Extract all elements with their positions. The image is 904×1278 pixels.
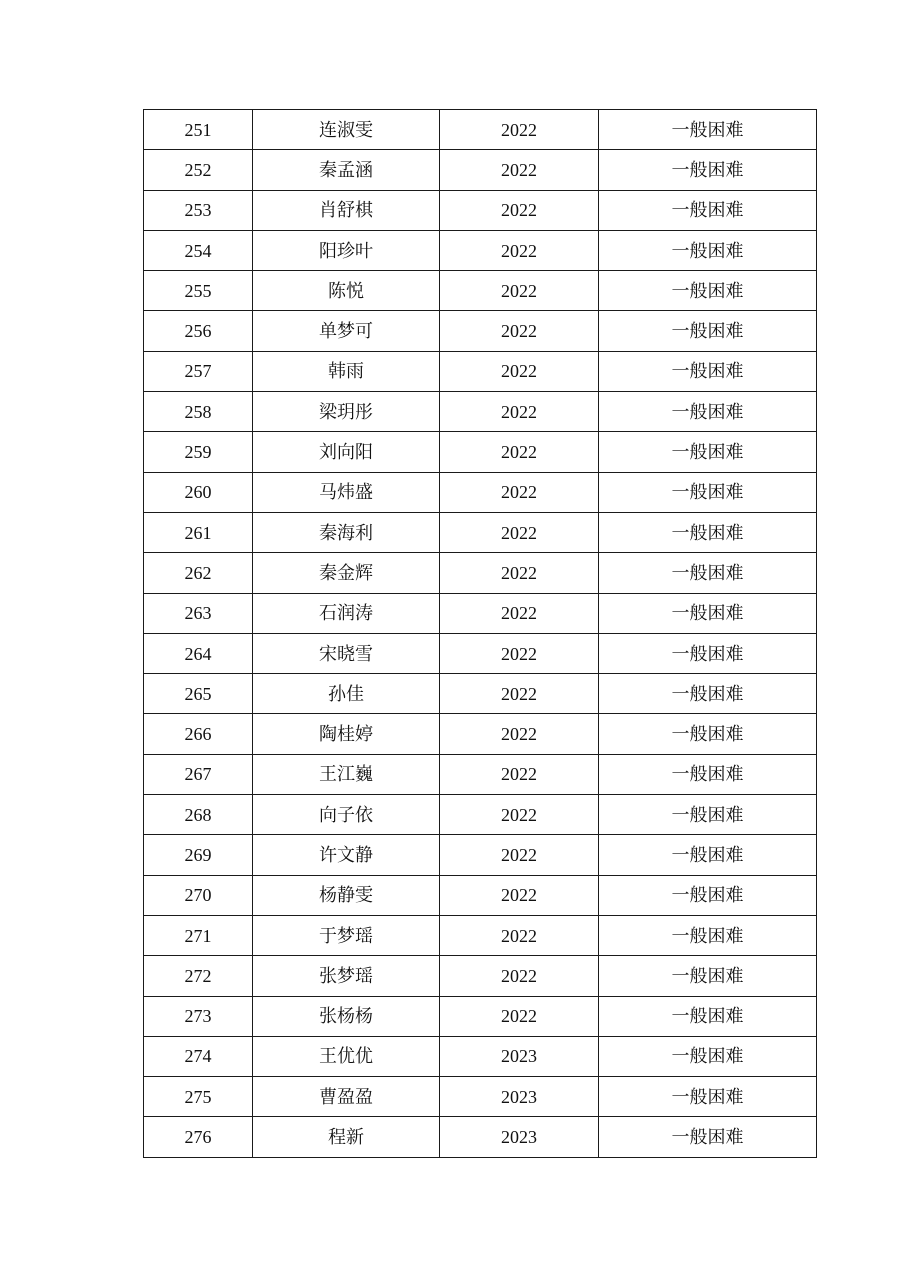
difficulty-level-cell: 一般困难	[599, 230, 817, 270]
difficulty-level-cell: 一般困难	[599, 311, 817, 351]
row-number-cell: 262	[144, 553, 253, 593]
year-cell: 2022	[440, 150, 599, 190]
table-row	[144, 512, 817, 552]
year-cell: 2022	[440, 472, 599, 512]
row-number-cell: 268	[144, 795, 253, 835]
difficulty-level-cell: 一般困难	[599, 633, 817, 673]
row-number-cell: 270	[144, 875, 253, 915]
student-name-cell: 陈悦	[253, 271, 440, 311]
difficulty-level-cell: 一般困难	[599, 432, 817, 472]
difficulty-level-cell: 一般困难	[599, 392, 817, 432]
table-row	[144, 835, 817, 875]
table-row	[144, 432, 817, 472]
roster-table	[143, 109, 817, 1158]
table-row	[144, 593, 817, 633]
student-name-cell: 宋晓雪	[253, 633, 440, 673]
table-row	[144, 311, 817, 351]
table-row	[144, 875, 817, 915]
table-row	[144, 472, 817, 512]
year-cell: 2023	[440, 1077, 599, 1117]
difficulty-level-cell: 一般困难	[599, 351, 817, 391]
student-name-cell: 于梦瑶	[253, 915, 440, 955]
year-cell: 2022	[440, 674, 599, 714]
student-name-cell: 韩雨	[253, 351, 440, 391]
table-row	[144, 230, 817, 270]
difficulty-level-cell: 一般困难	[599, 674, 817, 714]
year-cell: 2022	[440, 593, 599, 633]
year-cell: 2022	[440, 190, 599, 230]
row-number-cell: 271	[144, 915, 253, 955]
student-name-cell: 石润涛	[253, 593, 440, 633]
difficulty-level-cell: 一般困难	[599, 190, 817, 230]
table-row	[144, 956, 817, 996]
student-name-cell: 曹盈盈	[253, 1077, 440, 1117]
table-row	[144, 795, 817, 835]
row-number-cell: 274	[144, 1036, 253, 1076]
student-name-cell: 马炜盛	[253, 472, 440, 512]
row-number-cell: 272	[144, 956, 253, 996]
table-row	[144, 392, 817, 432]
difficulty-level-cell: 一般困难	[599, 271, 817, 311]
student-name-cell: 肖舒棋	[253, 190, 440, 230]
row-number-cell: 276	[144, 1117, 253, 1157]
student-name-cell: 秦金辉	[253, 553, 440, 593]
student-name-cell: 王优优	[253, 1036, 440, 1076]
row-number-cell: 266	[144, 714, 253, 754]
student-name-cell: 陶桂婷	[253, 714, 440, 754]
difficulty-level-cell: 一般困难	[599, 1077, 817, 1117]
table-row	[144, 150, 817, 190]
year-cell: 2022	[440, 392, 599, 432]
year-cell: 2022	[440, 795, 599, 835]
student-name-cell: 刘向阳	[253, 432, 440, 472]
difficulty-level-cell: 一般困难	[599, 553, 817, 593]
student-name-cell: 杨静雯	[253, 875, 440, 915]
row-number-cell: 251	[144, 110, 253, 150]
difficulty-level-cell: 一般困难	[599, 754, 817, 794]
row-number-cell: 253	[144, 190, 253, 230]
difficulty-level-cell: 一般困难	[599, 593, 817, 633]
year-cell: 2022	[440, 230, 599, 270]
table-row	[144, 1077, 817, 1117]
difficulty-level-cell: 一般困难	[599, 915, 817, 955]
difficulty-level-cell: 一般困难	[599, 714, 817, 754]
student-name-cell: 秦海利	[253, 512, 440, 552]
row-number-cell: 260	[144, 472, 253, 512]
table-row	[144, 674, 817, 714]
row-number-cell: 275	[144, 1077, 253, 1117]
student-name-cell: 向子依	[253, 795, 440, 835]
row-number-cell: 252	[144, 150, 253, 190]
year-cell: 2023	[440, 1036, 599, 1076]
year-cell: 2022	[440, 110, 599, 150]
difficulty-level-cell: 一般困难	[599, 1036, 817, 1076]
table-row	[144, 351, 817, 391]
row-number-cell: 263	[144, 593, 253, 633]
row-number-cell: 254	[144, 230, 253, 270]
difficulty-level-cell: 一般困难	[599, 512, 817, 552]
table-row	[144, 915, 817, 955]
year-cell: 2022	[440, 512, 599, 552]
table-row	[144, 1117, 817, 1157]
student-name-cell: 程新	[253, 1117, 440, 1157]
year-cell: 2022	[440, 633, 599, 673]
roster-table-body	[144, 110, 817, 1158]
year-cell: 2022	[440, 351, 599, 391]
student-name-cell: 秦孟涵	[253, 150, 440, 190]
year-cell: 2022	[440, 996, 599, 1036]
row-number-cell: 258	[144, 392, 253, 432]
year-cell: 2022	[440, 271, 599, 311]
row-number-cell: 269	[144, 835, 253, 875]
table-row	[144, 553, 817, 593]
row-number-cell: 265	[144, 674, 253, 714]
table-row	[144, 714, 817, 754]
table-row	[144, 271, 817, 311]
row-number-cell: 259	[144, 432, 253, 472]
row-number-cell: 264	[144, 633, 253, 673]
year-cell: 2023	[440, 1117, 599, 1157]
table-row	[144, 996, 817, 1036]
difficulty-level-cell: 一般困难	[599, 956, 817, 996]
year-cell: 2022	[440, 714, 599, 754]
year-cell: 2022	[440, 875, 599, 915]
table-row	[144, 110, 817, 150]
year-cell: 2022	[440, 915, 599, 955]
table-row	[144, 754, 817, 794]
row-number-cell: 261	[144, 512, 253, 552]
year-cell: 2022	[440, 754, 599, 794]
student-name-cell: 孙佳	[253, 674, 440, 714]
year-cell: 2022	[440, 432, 599, 472]
student-name-cell: 张杨杨	[253, 996, 440, 1036]
row-number-cell: 257	[144, 351, 253, 391]
difficulty-level-cell: 一般困难	[599, 835, 817, 875]
row-number-cell: 273	[144, 996, 253, 1036]
table-row	[144, 190, 817, 230]
difficulty-level-cell: 一般困难	[599, 795, 817, 835]
student-name-cell: 单梦可	[253, 311, 440, 351]
table-row	[144, 633, 817, 673]
difficulty-level-cell: 一般困难	[599, 472, 817, 512]
difficulty-level-cell: 一般困难	[599, 150, 817, 190]
difficulty-level-cell: 一般困难	[599, 875, 817, 915]
student-name-cell: 连淑雯	[253, 110, 440, 150]
row-number-cell: 255	[144, 271, 253, 311]
row-number-cell: 267	[144, 754, 253, 794]
student-name-cell: 王江巍	[253, 754, 440, 794]
year-cell: 2022	[440, 311, 599, 351]
student-name-cell: 许文静	[253, 835, 440, 875]
student-name-cell: 梁玥彤	[253, 392, 440, 432]
student-name-cell: 张梦瑶	[253, 956, 440, 996]
year-cell: 2022	[440, 553, 599, 593]
table-row	[144, 1036, 817, 1076]
year-cell: 2022	[440, 835, 599, 875]
year-cell: 2022	[440, 956, 599, 996]
difficulty-level-cell: 一般困难	[599, 110, 817, 150]
difficulty-level-cell: 一般困难	[599, 1117, 817, 1157]
difficulty-level-cell: 一般困难	[599, 996, 817, 1036]
row-number-cell: 256	[144, 311, 253, 351]
student-name-cell: 阳珍叶	[253, 230, 440, 270]
